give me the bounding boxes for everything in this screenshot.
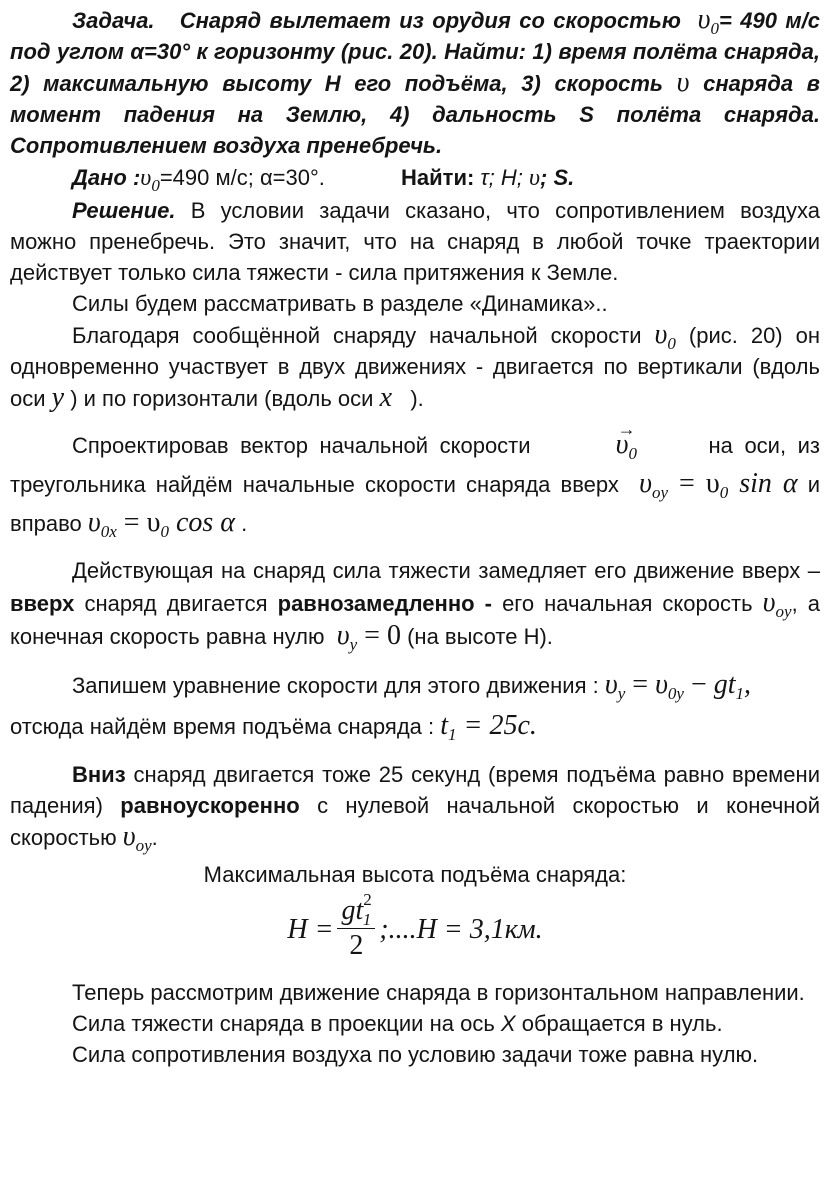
solution-paragraph-3: Благодаря сообщённой снаряду начальной скорости $\upsilon_0$ (рис. 20) он одновременно участвует в двух движениях - двигается по вертикали (вдоль оси y ) и по горизонтали (вдоль оси x ). [10, 319, 820, 413]
solution-paragraph-2: Силы будем рассматривать в разделе «Динамика».. [72, 291, 608, 316]
given-line [10, 163, 820, 193]
given-values: =490 м/с; α=30°. [159, 165, 325, 190]
solution-paragraph-1: Решение. В условии задачи сказано, что сопротивлением воздуха можно пренебречь. Это значит, что на снаряд в любой точке траектории действует только сила тяжести - сила притяжения к Земле. [10, 198, 820, 285]
formula-v0x: $\upsilon_{0x} = \upsilon_0$ cos α [87, 507, 235, 541]
formula-time: $t_1 = 25c$. [440, 710, 537, 744]
formula-vy-zero: $\upsilon_y = 0$ [336, 620, 401, 654]
solution-paragraph-11: Сила сопротивления воздуха по условию задачи тоже равна нулю. [72, 1042, 759, 1067]
solution-paragraph-7: Вниз снаряд двигается тоже 25 секунд (время подъёма равно времени падения) равноускоренно с нулевой начальной скоростью и конечной скоростью $\upsilon_{oy}$. [10, 762, 820, 855]
find-label: Найти: [401, 165, 475, 190]
find-values: τ; Н; υ; S. [480, 165, 575, 191]
formula-max-height: H = $\frac{gt^2_1}{2}$ ;....H = 3,1км. [287, 890, 543, 961]
task-label: Задача. [72, 8, 155, 33]
given-v0: $\upsilon_0$ [140, 165, 160, 195]
v-symbol: υ [676, 67, 690, 98]
solution-paragraph-5: Действующая на снаряд сила тяжести замедляет его движение вверх – вверх снаряд двигается равнозамедленно - его начальная скорость $\upsilon_{oy}$, а конечная скорость равна нулю $\upsilon_y = 0$ (на высоте Н). [10, 558, 820, 654]
solution-paragraph-10: Сила тяжести снаряда в проекции на ось X обращается в нуль. [72, 1011, 723, 1036]
v0-value: = 490 м/с [719, 8, 820, 33]
v0-symbol: $\upsilon_0$ [697, 4, 720, 38]
solution-paragraph-6: Запишем уравнение скорости для этого движения : $\upsilon_y = \upsilon_{0y} - gt_1$, отсюда найдём время подъёма снаряда : $t_1 = 25c$. [10, 669, 752, 744]
task-text: Снаряд вылетает из орудия со скоростью [179, 8, 681, 33]
solution-paragraph-8: Максимальная высота подъёма снаряда: [203, 862, 627, 887]
task-statement [10, 4, 820, 161]
task-text-2: под углом α=30° к горизонту (рис. 20). Найти: 1) время полёта снаряда, 2) максимальную высоту Н его подъёма, 3) скорость [10, 39, 820, 96]
formula-velocity: $\upsilon_y = \upsilon_{0y} - gt_1$, [604, 669, 752, 703]
document-page [10, 4, 820, 1070]
solution-label: Решение. [72, 198, 176, 223]
solution-paragraph-4: Спроектировав вектор начальной скорости → $\upsilon_0$ на оси, из треугольника найдём начальные скорости снаряда вверх $\upsilon_{oy} = \upsilon_0$ sin α и вправо $\upsilon_{0x} = \upsilon_0$ cos α . [10, 426, 820, 543]
formula-voy: $\upsilon_{oy} = \upsilon_0$ sin α [639, 468, 798, 502]
given-label: Дано : [72, 165, 141, 190]
task-text-3: снаряда в момент падения на Землю, 4) дальность S полёта снаряда. Сопротивлением воздуха пренебречь. [10, 71, 820, 158]
v0-inline: $\upsilon_0$ [654, 319, 676, 353]
v0-vector: → $\upsilon_0$ [554, 426, 637, 464]
solution-paragraph-9: Теперь рассмотрим движение снаряда в горизонтальном направлении. [72, 980, 805, 1005]
